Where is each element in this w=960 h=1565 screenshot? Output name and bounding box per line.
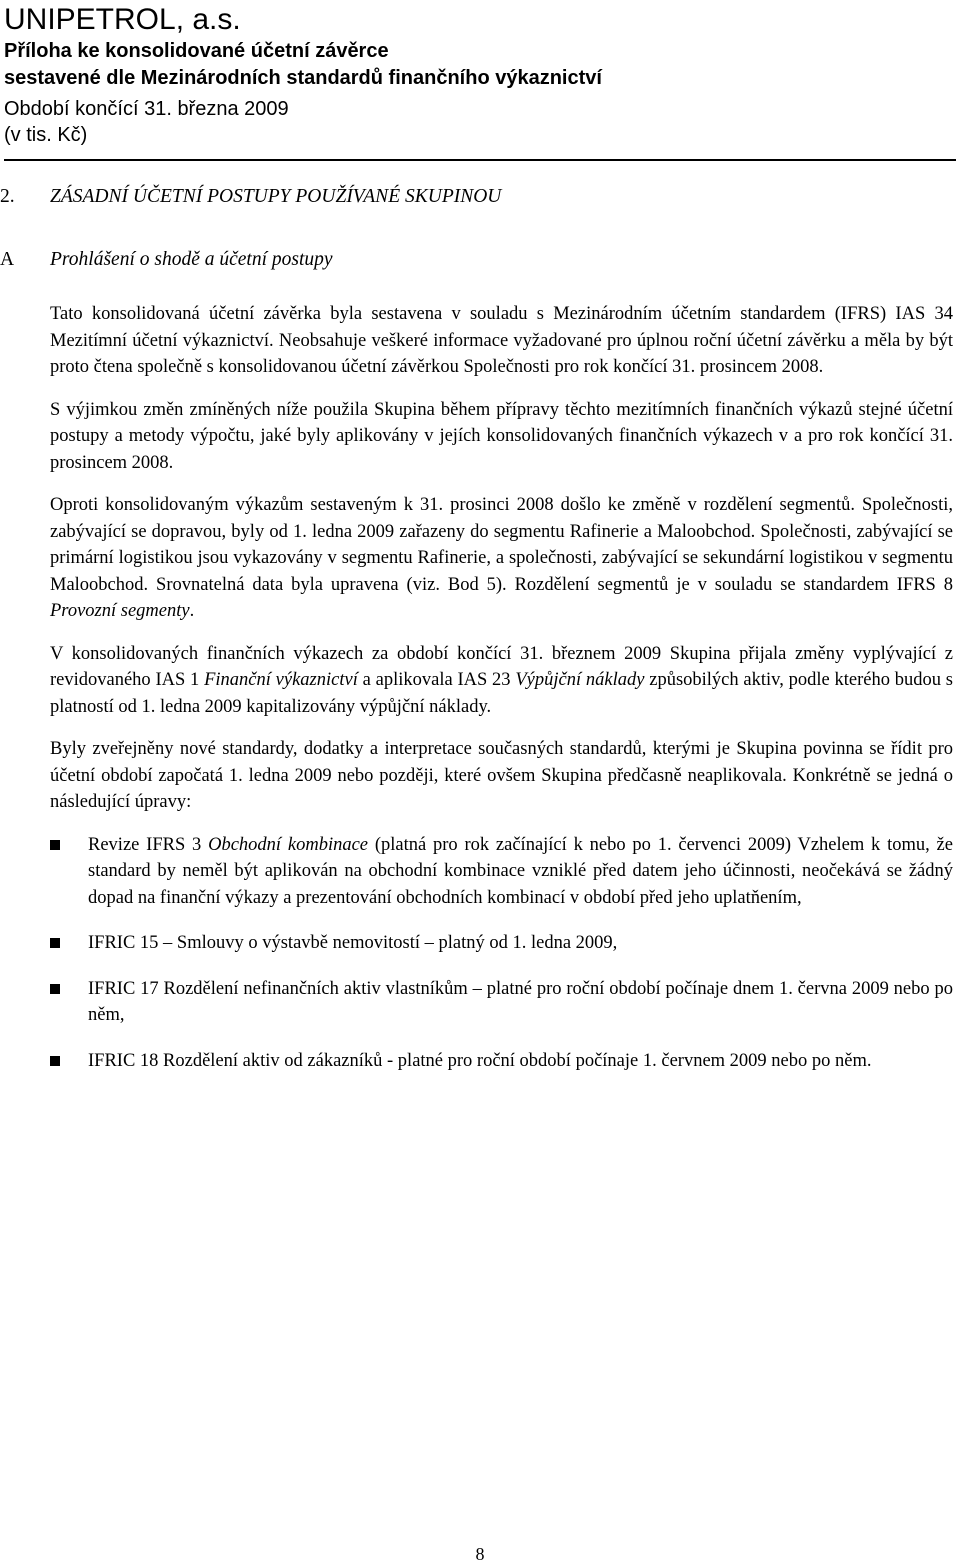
square-bullet-icon [50, 1056, 60, 1066]
paragraph-3-text: Oproti konsolidovaným výkazům sestaveným k 31. prosinci 2008 došlo ke změně v rozdělení segmentů. Společnosti, zabývající se dopravou, byly od 1. ledna 2009 zařazeny do segmentu Rafinerie a Maloobchod. Společnosti, zabývající se primární logistikou jsou vykazovány v segmentu Rafinerie, a společnosti, zabývající se sekundární logistikou v segmentu Maloobchod. Srovnatelná data byla upravena (viz. Bod 5). Rozdělení segmentů je v souladu se standardem IFRS 8 [50, 495, 953, 595]
paragraph-2: S výjimkou změn zmíněných níže použila Skupina během přípravy těchto mezitímních finančních výkazů stejné účetní postupy a metody výpočtu, jaké byly aplikovány v jejích konsolidovaných finančních výkazech v a pro rok končící 31. prosincem 2008. [50, 399, 953, 473]
square-bullet-icon [50, 938, 60, 948]
bullet-1-italic: Obchodní kombinace [208, 834, 369, 855]
list-item [50, 832, 953, 912]
company-name: UNIPETROL, a.s. [4, 3, 241, 36]
subsection-heading [0, 247, 953, 274]
square-bullet-icon [50, 984, 60, 994]
section-title: ZÁSADNÍ ÚČETNÍ POSTUPY POUŽÍVANÉ SKUPINOU [50, 186, 502, 207]
period-label: Období končící 31. března 2009 [4, 98, 289, 120]
units-label: (v tis. Kč) [4, 124, 88, 146]
bullet-3-text: IFRIC 17 Rozdělení nefinančních aktiv vlastníkům – platné pro roční období počínaje dnem 1. června 2009 nebo po něm, [88, 978, 953, 1025]
bullet-1-text-a: Revize IFRS 3 [88, 834, 209, 855]
header-subtitle-1: Příloha ke konsolidované účetní závěrce [4, 40, 389, 62]
document-body [0, 184, 953, 1074]
section-heading [0, 184, 953, 211]
paragraph-1: Tato konsolidovaná účetní závěrka byla sestavena v souladu s Mezinárodním účetním standardem (IFRS) IAS 34 Mezitímní účetní výkaznictví. Neobsahuje veškeré informace vyžadované pro úplnou roční účetní závěrku a měla by být proto čtena společně s konsolidovanou účetní závěrkou Společnosti pro rok končící 31. prosincem 2008. [50, 304, 953, 377]
page-number: 8 [475, 1544, 485, 1564]
square-bullet-icon [50, 840, 60, 850]
document-header [4, 0, 956, 148]
paragraph-4 [50, 641, 953, 721]
paragraph-3 [50, 492, 953, 625]
paragraph-4-text-c: způsobilých aktiv, podle kterého budou s platností od 1. ledna 2009 kapitalizovány výpůjční náklady. [50, 670, 953, 717]
header-subtitle-2: sestavené dle Mezinárodních standardů finančního výkaznictví [4, 67, 602, 89]
bullet-2-text: IFRIC 15 – Smlouvy o výstavbě nemovitostí – platný od 1. ledna 2009, [88, 933, 618, 953]
paragraph-4-text-b: a aplikovala IAS 23 [357, 670, 516, 690]
bullet-4-text: IFRIC 18 Rozdělení aktiv od zákazníků - platné pro roční období počínaje 1. červnem 2009 nebo po něm. [88, 1050, 872, 1071]
paragraph-5: Byly zveřejněny nové standardy, dodatky a interpretace současných standardů, kterými je Skupina povinna se řídit pro účetní období započatá 1. ledna 2009 nebo později, které ovšem Skupina předčasně neaplikovala. Konkrétně se jedná o následující úpravy: [50, 739, 953, 812]
amendment-list [50, 832, 953, 1075]
subsection-title: Prohlášení o shodě a účetní postupy [50, 248, 333, 270]
paragraph-4-italic-2: Výpůjční náklady [515, 670, 645, 690]
section-number: 2. [0, 186, 15, 207]
bullet-1-text-b: (platná pro rok začínající k nebo po 1. červenci 2009) Vzhelem k tomu, že standard by neměl být aplikován na obchodní kombinace vzniklé před datem jeho účinnosti, neočekává se žádný dopad na finanční výkazy a prezentování obchodních kombinací v období před jeho uplatňením, [88, 834, 953, 908]
header-divider [4, 159, 956, 161]
paragraph-3-italic: Provozní segmenty [50, 601, 190, 621]
paragraph-3-end: . [189, 601, 195, 621]
list-item [50, 1048, 953, 1075]
list-item [50, 930, 953, 957]
list-item [50, 976, 953, 1029]
paragraph-4-text-a: V konsolidovaných finančních výkazech za období končící 31. březnem 2009 Skupina přijala změny vyplývající z revidovaného IAS 1 [50, 643, 953, 690]
paragraph-4-italic-1: Finanční výkaznictví [204, 670, 358, 690]
subsection-letter: A [0, 248, 15, 270]
